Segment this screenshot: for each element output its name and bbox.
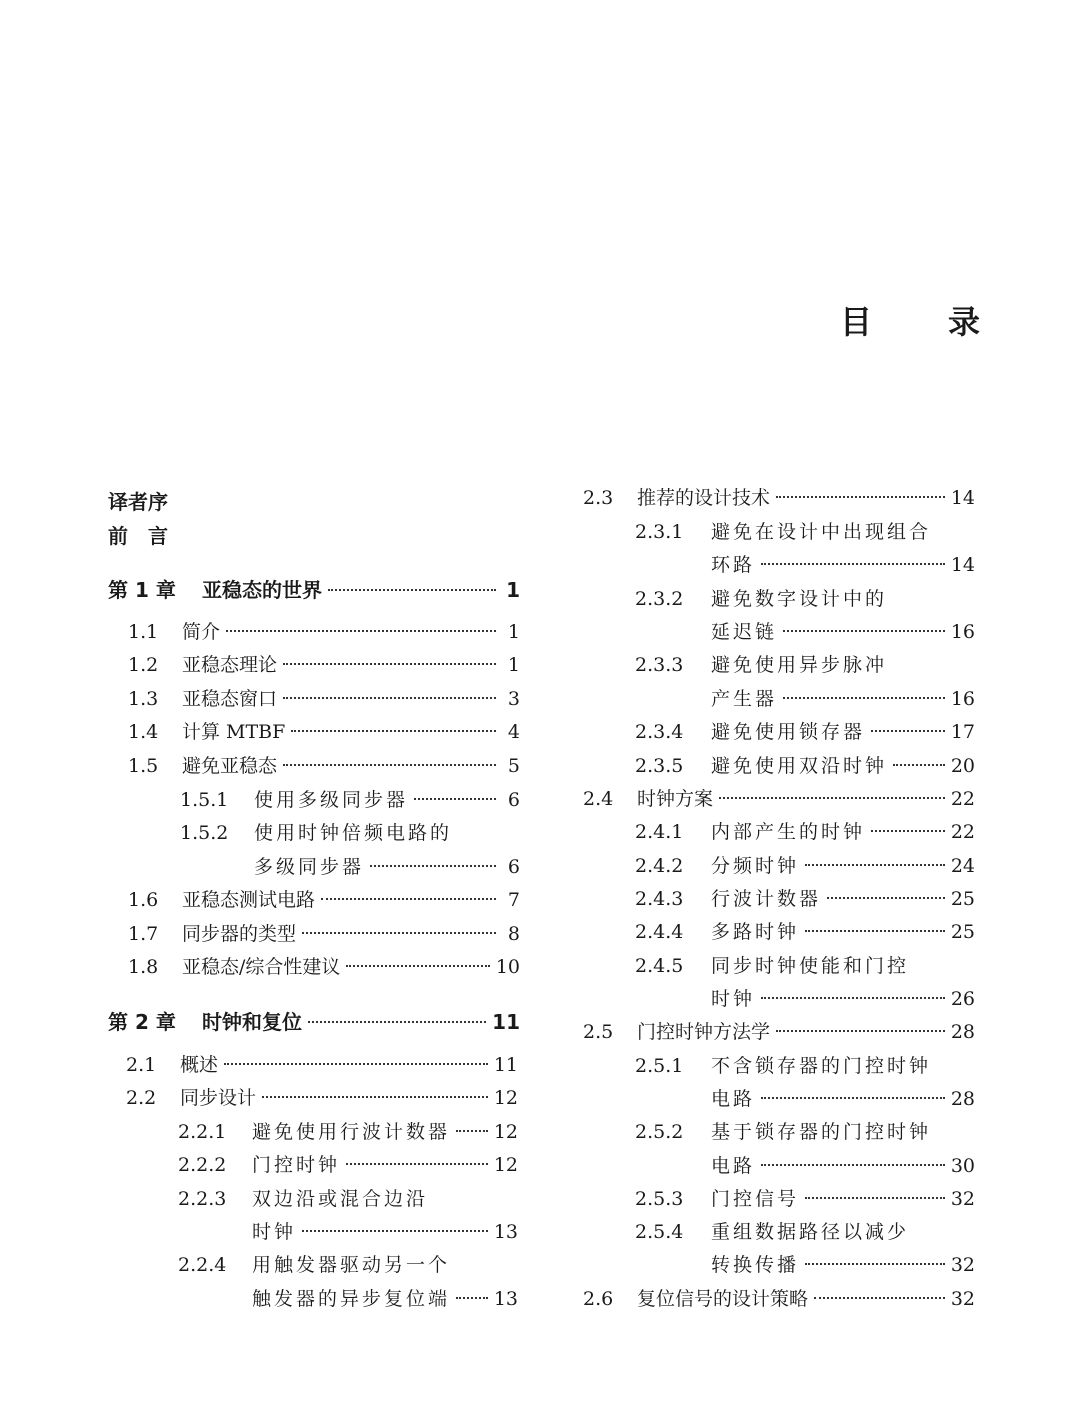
toc-entry[interactable] — [178, 1151, 518, 1179]
toc-entry[interactable] — [635, 1052, 975, 1080]
section-title: 亚稳态/综合性建议 — [182, 956, 341, 978]
page-number: 1 — [507, 621, 520, 643]
toc-leader — [805, 930, 945, 932]
section-number: 2.5.2 — [635, 1121, 684, 1143]
section-title: 避免在设计中出现组合 — [711, 521, 932, 543]
section-title: 同步时钟使能和门控 — [711, 955, 910, 977]
section-number: 1.1 — [128, 621, 159, 643]
toc-entry[interactable] — [635, 518, 975, 546]
toc-entry-continued[interactable] — [711, 1152, 975, 1180]
section-number: 2.2 — [126, 1087, 157, 1109]
section-title: 多级同步器 — [254, 856, 365, 878]
toc-leader — [783, 630, 945, 632]
section-title: 门控时钟方法学 — [637, 1021, 771, 1043]
toc-entry-continued[interactable] — [711, 1085, 975, 1113]
toc-entry-continued[interactable] — [711, 551, 975, 579]
toc-leader — [871, 830, 945, 832]
section-number: 2.2.1 — [178, 1121, 227, 1143]
toc-leader — [871, 730, 945, 732]
chapter-label: 第 1 章 — [108, 578, 176, 602]
toc-entry[interactable] — [126, 1051, 518, 1079]
toc-entry-text: 译者序 — [108, 490, 168, 514]
toc-entry[interactable] — [178, 1251, 518, 1279]
toc-leader — [283, 663, 496, 665]
toc-leader — [224, 1063, 488, 1065]
section-number: 1.5.2 — [180, 822, 229, 844]
section-title: 避免使用双沿时钟 — [711, 755, 888, 777]
section-number: 1.8 — [128, 956, 159, 978]
toc-entry[interactable] — [583, 785, 975, 813]
toc-entry[interactable] — [128, 685, 520, 713]
toc-entry[interactable] — [635, 952, 975, 980]
toc-entry[interactable] — [635, 852, 975, 880]
toc-leader — [226, 630, 496, 632]
toc-leader — [776, 1030, 945, 1032]
toc-entry[interactable] — [583, 1018, 975, 1046]
section-number: 2.4.5 — [635, 955, 684, 977]
toc-entry-continued[interactable] — [711, 618, 975, 646]
section-title: 转换传播 — [711, 1254, 800, 1276]
toc-entry-continued[interactable] — [711, 685, 975, 713]
section-title: 亚稳态窗口 — [182, 688, 278, 710]
toc-entry[interactable] — [178, 1118, 518, 1146]
toc-entry-continued[interactable] — [711, 985, 975, 1013]
section-number: 2.3.4 — [635, 721, 684, 743]
section-number: 2.5.4 — [635, 1221, 684, 1243]
section-number: 2.3.5 — [635, 755, 684, 777]
page-number: 25 — [950, 888, 975, 910]
page-number: 14 — [950, 554, 975, 576]
toc-entry-continued[interactable] — [254, 853, 520, 881]
section-title: 基于锁存器的门控时钟 — [711, 1121, 932, 1143]
toc-leader — [370, 865, 496, 867]
page-number: 6 — [507, 856, 520, 878]
page-title-char-1: 目 — [840, 303, 873, 341]
toc-entry-continued[interactable] — [252, 1285, 518, 1313]
section-title: 使用时钟倍频电路的 — [254, 822, 453, 844]
toc-leader — [328, 589, 496, 591]
toc-entry[interactable] — [126, 1084, 518, 1112]
section-title: 避免亚稳态 — [182, 755, 278, 777]
page-number: 1 — [506, 578, 520, 602]
toc-leader — [456, 1297, 488, 1299]
toc-entry[interactable] — [128, 752, 520, 780]
section-title: 延迟链 — [711, 621, 778, 643]
page-number: 10 — [495, 956, 520, 978]
page-title-char-2: 录 — [947, 303, 980, 341]
toc-entry[interactable] — [635, 1118, 975, 1146]
section-title: 避免使用锁存器 — [711, 721, 866, 743]
page-number: 26 — [950, 988, 975, 1010]
section-title: 使用多级同步器 — [254, 789, 409, 811]
toc-leader — [283, 697, 496, 699]
page-number: 14 — [950, 487, 975, 509]
toc-entry[interactable] — [128, 618, 520, 646]
section-number: 1.4 — [128, 721, 159, 743]
toc-leader — [805, 1263, 945, 1265]
section-title: 概述 — [180, 1054, 219, 1076]
section-title: 不含锁存器的门控时钟 — [711, 1055, 932, 1077]
toc-leader — [805, 1197, 945, 1199]
section-number: 2.5 — [583, 1021, 614, 1043]
section-title: 电路 — [711, 1155, 756, 1177]
section-title: 避免数字设计中的 — [711, 588, 888, 610]
toc-leader — [761, 1097, 945, 1099]
section-number: 2.3 — [583, 487, 614, 509]
toc-entry[interactable] — [180, 786, 520, 814]
toc-entry[interactable] — [635, 1185, 975, 1213]
section-title: 亚稳态理论 — [182, 654, 278, 676]
section-title: 多路时钟 — [711, 921, 800, 943]
section-number: 2.4.2 — [635, 855, 684, 877]
section-title: 时钟 — [711, 988, 756, 1010]
toc-leader — [308, 1021, 486, 1023]
toc-leader — [283, 764, 496, 766]
toc-leader — [827, 897, 945, 899]
section-title: 同步器的类型 — [182, 923, 297, 945]
section-title: 门控时钟 — [252, 1154, 341, 1176]
page-number: 13 — [493, 1221, 518, 1243]
section-title: 推荐的设计技术 — [637, 487, 771, 509]
section-title: 重组数据路径以减少 — [711, 1221, 910, 1243]
page-number: 32 — [950, 1288, 975, 1310]
toc-entry[interactable] — [128, 718, 520, 746]
page-number: 12 — [493, 1154, 518, 1176]
page-number: 16 — [950, 688, 975, 710]
section-number: 2.5.3 — [635, 1188, 684, 1210]
page-number: 11 — [493, 1054, 518, 1076]
page-number: 30 — [950, 1155, 975, 1177]
toc-entry[interactable] — [635, 885, 975, 913]
toc-leader — [321, 898, 496, 900]
toc-entry[interactable] — [635, 651, 975, 679]
page-number: 24 — [950, 855, 975, 877]
section-title: 门控信号 — [711, 1188, 800, 1210]
section-title: 避免使用异步脉冲 — [711, 654, 888, 676]
section-title: 电路 — [711, 1088, 756, 1110]
toc-entry[interactable] — [635, 752, 975, 780]
page-number: 12 — [493, 1121, 518, 1143]
page-number: 20 — [950, 755, 975, 777]
toc-leader — [414, 798, 496, 800]
section-title: 简介 — [182, 621, 221, 643]
toc-leader — [456, 1130, 488, 1132]
section-number: 2.2.3 — [178, 1188, 227, 1210]
chapter-title: 时钟和复位 — [202, 1010, 302, 1034]
section-number: 2.4.3 — [635, 888, 684, 910]
toc-entry-continued[interactable] — [252, 1218, 518, 1246]
section-number: 1.6 — [128, 889, 159, 911]
toc-leader — [814, 1297, 945, 1299]
toc-entry[interactable] — [635, 818, 975, 846]
page-number: 11 — [492, 1010, 520, 1034]
toc-leader — [291, 730, 496, 732]
toc-leader — [719, 797, 945, 799]
page-number: 8 — [507, 923, 520, 945]
section-number: 1.5 — [128, 755, 159, 777]
toc-entry-front-1[interactable] — [108, 488, 508, 516]
toc-entry-continued[interactable] — [711, 1251, 975, 1279]
page-number: 32 — [950, 1254, 975, 1276]
section-number: 2.5.1 — [635, 1055, 684, 1077]
page-number: 22 — [950, 821, 975, 843]
chapter-title: 亚稳态的世界 — [202, 578, 322, 602]
page-number: 28 — [950, 1088, 975, 1110]
page-number: 17 — [950, 721, 975, 743]
toc-entry[interactable] — [178, 1185, 518, 1213]
page-number: 7 — [507, 889, 520, 911]
toc-leader — [761, 563, 945, 565]
section-title: 复位信号的设计策略 — [637, 1288, 809, 1310]
toc-entry-front-2[interactable] — [108, 522, 508, 550]
section-number: 2.3.2 — [635, 588, 684, 610]
toc-leader — [776, 496, 945, 498]
toc-chapter-1[interactable] — [108, 576, 520, 604]
page-number: 16 — [950, 621, 975, 643]
chapter-label: 第 2 章 — [108, 1010, 176, 1034]
toc-leader — [761, 1164, 945, 1166]
section-title: 双边沿或混合边沿 — [252, 1188, 429, 1210]
page-number: 12 — [493, 1087, 518, 1109]
toc-entry[interactable] — [583, 484, 975, 512]
section-number: 1.7 — [128, 923, 159, 945]
toc-leader — [761, 997, 945, 999]
section-number: 2.4 — [583, 788, 614, 810]
section-number: 2.3.3 — [635, 654, 684, 676]
section-title: 避免使用行波计数器 — [252, 1121, 451, 1143]
section-title: 用触发器驱动另一个 — [252, 1254, 451, 1276]
page-number: 25 — [950, 921, 975, 943]
toc-entry[interactable] — [635, 585, 975, 613]
toc-entry[interactable] — [128, 953, 520, 981]
section-number: 1.2 — [128, 654, 159, 676]
toc-leader — [262, 1096, 488, 1098]
toc-leader — [783, 697, 945, 699]
page-number: 32 — [950, 1188, 975, 1210]
toc-leader — [346, 965, 489, 967]
section-title: 亚稳态测试电路 — [182, 889, 316, 911]
page-number: 28 — [950, 1021, 975, 1043]
toc-entry[interactable] — [635, 918, 975, 946]
section-title: 时钟方案 — [637, 788, 714, 810]
toc-entry[interactable] — [180, 819, 520, 847]
page-title — [840, 300, 980, 344]
section-number: 2.3.1 — [635, 521, 684, 543]
section-number: 2.4.1 — [635, 821, 684, 843]
toc-entry-text: 前 言 — [108, 524, 168, 548]
toc-leader — [805, 864, 945, 866]
toc-entry[interactable] — [128, 886, 520, 914]
section-number: 1.5.1 — [180, 789, 229, 811]
page-number: 3 — [507, 688, 520, 710]
page-number: 6 — [507, 789, 520, 811]
page-number: 1 — [507, 654, 520, 676]
toc-entry[interactable] — [128, 920, 520, 948]
section-title: 时钟 — [252, 1221, 297, 1243]
section-number: 2.6 — [583, 1288, 614, 1310]
section-title: 触发器的异步复位端 — [252, 1288, 451, 1310]
section-title: 环路 — [711, 554, 756, 576]
page-number: 5 — [507, 755, 520, 777]
section-title: 分频时钟 — [711, 855, 800, 877]
toc-entry[interactable] — [635, 718, 975, 746]
toc-entry[interactable] — [128, 651, 520, 679]
toc-chapter-2[interactable] — [108, 1008, 520, 1036]
page-number: 22 — [950, 788, 975, 810]
toc-leader — [893, 764, 945, 766]
toc-entry[interactable] — [583, 1285, 975, 1313]
section-number: 2.2.2 — [178, 1154, 227, 1176]
section-title: 行波计数器 — [711, 888, 822, 910]
section-title: 计算 MTBF — [182, 721, 286, 743]
section-number: 1.3 — [128, 688, 159, 710]
toc-leader — [302, 932, 496, 934]
section-number: 2.2.4 — [178, 1254, 227, 1276]
section-number: 2.1 — [126, 1054, 157, 1076]
section-title: 产生器 — [711, 688, 778, 710]
section-number: 2.4.4 — [635, 921, 684, 943]
page-number: 13 — [493, 1288, 518, 1310]
toc-leader — [302, 1230, 488, 1232]
page-number: 4 — [507, 721, 520, 743]
section-title: 同步设计 — [180, 1087, 257, 1109]
section-title: 内部产生的时钟 — [711, 821, 866, 843]
toc-entry[interactable] — [635, 1218, 975, 1246]
toc-leader — [346, 1163, 488, 1165]
